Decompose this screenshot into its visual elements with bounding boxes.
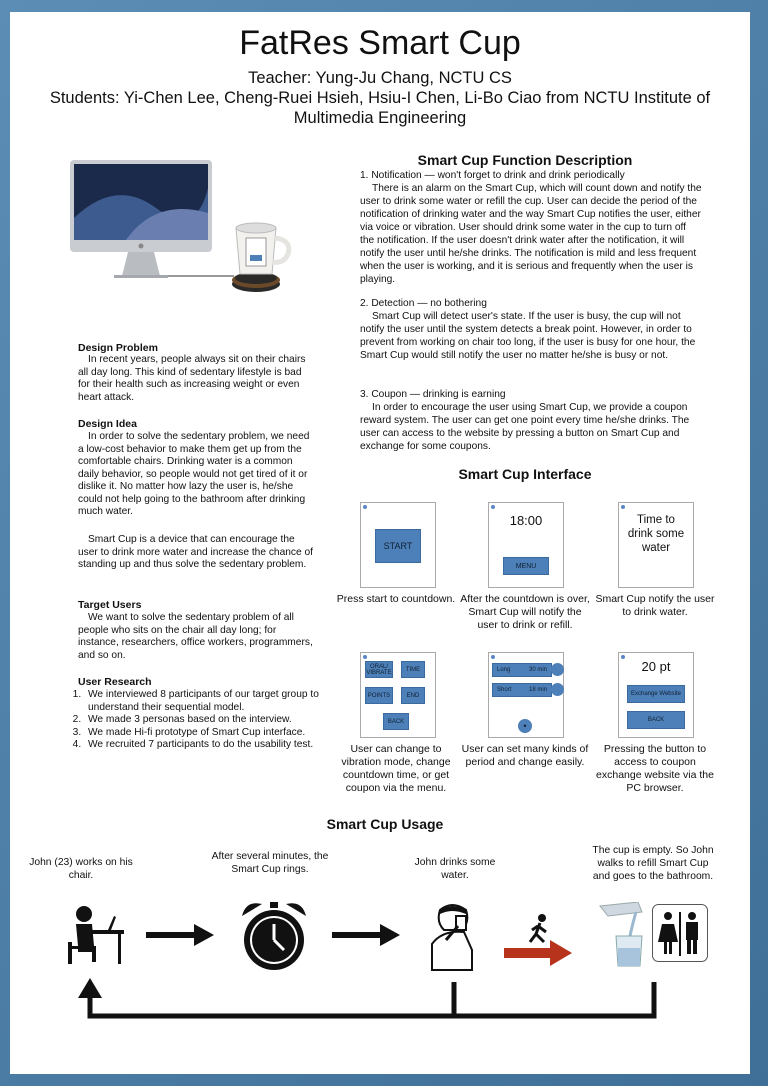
screen-countdown xyxy=(488,502,564,588)
screen-period-caption: User can set many kinds of period and change easily. xyxy=(461,743,589,768)
teacher-line: Teacher: Yung-Ju Chang, NCTU CS xyxy=(248,69,512,87)
screen-period xyxy=(488,652,564,738)
screen-start xyxy=(360,502,436,588)
function-title: Smart Cup Function Description xyxy=(417,152,633,168)
screen-notify xyxy=(618,502,694,588)
exchange-website-button[interactable]: Exchange Website xyxy=(627,685,685,703)
function-f2-head: 2. Detection — no bothering xyxy=(360,298,487,309)
usage-title: Smart Cup Usage xyxy=(326,816,444,832)
imac-smart-cup-illustration xyxy=(66,158,306,298)
usage-step-4: The cup is empty. So John walks to refill Smart Cup and goes to the bathroom. xyxy=(592,845,714,882)
period-row-short[interactable] xyxy=(492,683,552,697)
period-toggle-short[interactable] xyxy=(551,683,564,696)
walk-to-refill-arrow xyxy=(504,912,574,966)
start-button[interactable]: START xyxy=(375,529,421,563)
arrow-right-icon xyxy=(332,924,402,946)
loop-back-arrow xyxy=(76,974,668,1024)
period-value: 18 min xyxy=(528,687,547,693)
back-button[interactable]: BACK xyxy=(627,711,685,729)
countdown-time: 18:00 xyxy=(509,513,543,528)
points-button[interactable]: POINTS xyxy=(365,687,393,704)
list-item: 4. We recruited 7 participants to do the usability test. xyxy=(84,739,320,752)
period-toggle-long[interactable] xyxy=(551,663,564,676)
students-line-2: Multimedia Engineering xyxy=(293,109,467,127)
design-problem-body: In recent years, people always sit on their chairs all day long. This kind of sedentary lifestyle is bad for their health such as increasing weight or even heart attack. xyxy=(78,354,306,403)
period-label: Long xyxy=(497,667,511,673)
students-line: Students: Yi-Chen Lee, Cheng-Ruei Hsieh, Hsiu-I Chen, Li-Bo Ciao from NCTU Institute of xyxy=(49,89,711,107)
screen-coupon-caption: Pressing the button to access to coupon exchange website via the PC browser. xyxy=(596,743,714,794)
function-f3 xyxy=(360,401,702,453)
period-value: 30 min xyxy=(528,667,547,673)
notify-text: Time to drink some water xyxy=(627,514,685,554)
person-working-icon xyxy=(64,902,124,966)
arrow-right-icon xyxy=(146,924,216,946)
screen-coupon xyxy=(618,652,694,738)
function-f2 xyxy=(360,310,702,362)
add-period-icon[interactable]: • xyxy=(518,719,532,733)
end-button[interactable]: END xyxy=(401,687,425,704)
period-row-long[interactable] xyxy=(492,663,552,677)
function-f1-text: There is an alarm on the Smart Cup, which will count down and notify the user to drink some water or refill the cup. User can decide the period of the notification of drinking water and the way Smart Cup notifies the user, either via voice or vibration. User should drink some water in the cup to turn off the notification. If the user doesn't drink water after the notification, it will notify the user until he/she drinks. The notification is mild and less frequent when the user is working, and it is serious and frequently when the user is playing. xyxy=(360,183,702,285)
alarm-clock-icon xyxy=(238,896,310,974)
period-label: Short xyxy=(497,687,512,693)
oral-vibrate-button[interactable]: ORAL/ VIBRATE xyxy=(365,661,393,678)
target-users-body: We want to solve the sedentary problem of all people who sits on the chair all day long; for instance, researchers, office workers, programmers, and so on. xyxy=(78,612,313,661)
design-idea-body-2: Smart Cup is a device that can encourage the user to drink more water and increase the chance of standing up and thus solve the sedentary problem. xyxy=(78,534,314,570)
list-item: 3. We made Hi-fi prototype of Smart Cup interface. xyxy=(84,727,320,740)
design-idea-text-1 xyxy=(78,431,316,519)
indicator-dot xyxy=(363,655,367,659)
interface-title: Smart Cup Interface xyxy=(458,466,592,482)
indicator-dot xyxy=(491,505,495,509)
usage-step-3: John drinks some water. xyxy=(414,857,496,881)
design-idea-text-2 xyxy=(78,534,316,572)
design-problem-title: Design Problem xyxy=(78,342,158,354)
screen-menu-caption: User can change to vibration mode, change countdown time, or get coupon via the menu. xyxy=(341,743,451,794)
back-button[interactable]: BACK xyxy=(383,713,409,730)
person-drinking-icon xyxy=(422,900,482,972)
list-item: 1. We interviewed 8 participants of our target group to understand their sequential model. xyxy=(84,689,320,714)
poster xyxy=(10,12,750,1074)
screen-notify-caption: Smart Cup notify the user to drink water. xyxy=(595,593,715,618)
user-research-list xyxy=(68,689,320,752)
list-item: 2. We made 3 personas based on the interview. xyxy=(84,714,320,727)
water-glass-icon xyxy=(598,902,654,968)
indicator-dot xyxy=(363,505,367,509)
poster-title: FatRes Smart Cup xyxy=(239,24,521,62)
menu-button[interactable]: MENU xyxy=(503,557,549,575)
design-problem-text xyxy=(78,354,316,404)
target-users-text xyxy=(78,612,316,662)
indicator-dot xyxy=(621,505,625,509)
user-research-title: User Research xyxy=(78,676,152,688)
function-f2-text: Smart Cup will detect user's state. If the user is busy, the cup will not notify the user until the system detects a break point. However, in order to prevent from working on chair too long, if the user is busy for one hour, the Smart Cup would still notify the user no matter he/she is busy or not. xyxy=(360,311,696,361)
screen-start-caption: Press start to countdown. xyxy=(336,593,456,605)
screen-menu xyxy=(360,652,436,738)
function-f3-text: In order to encourage the user using Smart Cup, we provide a coupon reward system. The user can get one point every time he/she drinks. The user can access to the website by pressing a button on Smart Cup and exchange for some coupons. xyxy=(360,402,690,452)
function-f1 xyxy=(360,182,702,286)
function-f1-head: 1. Notification — won't forget to drink and drink periodically xyxy=(360,170,625,181)
function-f3-head: 3. Coupon — drinking is earning xyxy=(360,389,506,400)
design-idea-body-1: In order to solve the sedentary problem, we need a low-cost behavior to make them get up from the comfortable chairs. Drinking water is a common daily behavior, so people would not get tired of it or dislike it. No matter how lazy the user is, he/she could not help going to the bathroom after drinking much water. xyxy=(78,431,310,517)
restroom-icon xyxy=(652,904,708,962)
time-button[interactable]: TIME xyxy=(401,661,425,678)
indicator-dot xyxy=(491,655,495,659)
design-idea-title: Design Idea xyxy=(78,418,137,430)
target-users-title: Target Users xyxy=(78,599,142,611)
points-display: 20 pt xyxy=(641,659,671,674)
usage-step-2: After several minutes, the Smart Cup rings. xyxy=(211,851,329,875)
screen-countdown-caption: After the countdown is over, Smart Cup will notify the user to drink or refill. xyxy=(460,593,590,631)
usage-step-1: John (23) works on his chair. xyxy=(29,857,133,881)
